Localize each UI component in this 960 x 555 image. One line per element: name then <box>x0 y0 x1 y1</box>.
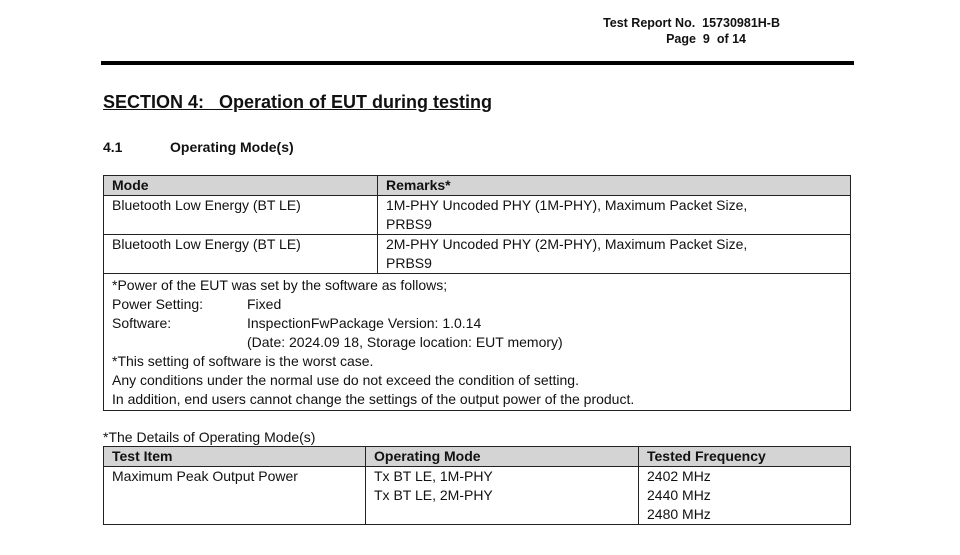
details-title: *The Details of Operating Mode(s) <box>103 429 316 445</box>
power-setting-line <box>112 295 842 314</box>
software-line <box>112 314 842 333</box>
note-line: In addition, end users cannot change the settings of the output power of the product. <box>112 391 635 407</box>
table-row <box>104 467 851 525</box>
note-line: *This setting of software is the worst case. <box>112 353 374 369</box>
mode-cell: Bluetooth Low Energy (BT LE) <box>104 196 378 235</box>
column-header-test-item: Test Item <box>104 447 366 467</box>
column-header-remarks: Remarks* <box>378 176 851 196</box>
subsection-number: 4.1 <box>103 139 123 155</box>
note-line: *Power of the EUT was set by the software as follows; <box>112 277 448 293</box>
remarks-text-2: PRBS9 <box>386 216 432 232</box>
column-header-tested-frequency: Tested Frequency <box>639 447 851 467</box>
frequency-2: 2440 MHz <box>647 487 711 503</box>
operating-mode-details-table <box>103 446 851 525</box>
table-header-row <box>104 176 851 196</box>
power-setting-label: Power Setting: <box>112 296 204 312</box>
remarks-text-2: PRBS9 <box>386 255 432 271</box>
software-value: InspectionFwPackage Version: 1.0.14 <box>247 315 482 331</box>
software-label: Software: <box>112 315 172 331</box>
subsection-title: Operating Mode(s) <box>170 139 294 155</box>
test-item-cell: Maximum Peak Output Power <box>104 467 366 525</box>
operating-mode-cell <box>366 467 639 525</box>
frequency-3: 2480 MHz <box>647 506 711 522</box>
remarks-cell <box>378 196 851 235</box>
page-label: Page <box>666 32 696 46</box>
report-header <box>603 15 780 47</box>
tested-frequency-cell <box>639 467 851 525</box>
page-of: of 14 <box>716 32 746 46</box>
remarks-text: 1M-PHY Uncoded PHY (1M-PHY), Maximum Packet Size, <box>386 197 748 213</box>
page-number: 9 <box>702 32 710 46</box>
subsection-heading <box>103 139 294 155</box>
column-header-operating-mode: Operating Mode <box>366 447 639 467</box>
note-row <box>104 274 851 411</box>
mode-cell: Bluetooth Low Energy (BT LE) <box>104 235 378 274</box>
remarks-cell <box>378 235 851 274</box>
section-title: SECTION 4: Operation of EUT during testing <box>103 92 493 112</box>
table-header-row <box>104 447 851 467</box>
operating-modes-table <box>103 175 851 411</box>
page-number-line <box>603 31 780 47</box>
remarks-text: 2M-PHY Uncoded PHY (2M-PHY), Maximum Packet Size, <box>386 236 748 252</box>
table-row <box>104 196 851 235</box>
power-setting-value: Fixed <box>247 296 282 312</box>
report-label: Test Report No. <box>603 16 696 30</box>
report-number: 15730981H-B <box>702 16 780 30</box>
power-setting-note <box>104 274 851 411</box>
note-line: Any conditions under the normal use do not exceed the condition of setting. <box>112 372 579 388</box>
table-row <box>104 235 851 274</box>
operating-mode-2: Tx BT LE, 2M-PHY <box>374 487 493 503</box>
column-header-mode: Mode <box>104 176 378 196</box>
frequency-1: 2402 MHz <box>647 468 711 484</box>
header-divider <box>101 61 854 65</box>
software-detail: (Date: 2024.09 18, Storage location: EUT memory) <box>247 334 563 350</box>
operating-mode-1: Tx BT LE, 1M-PHY <box>374 468 493 484</box>
report-number-line <box>603 15 780 31</box>
